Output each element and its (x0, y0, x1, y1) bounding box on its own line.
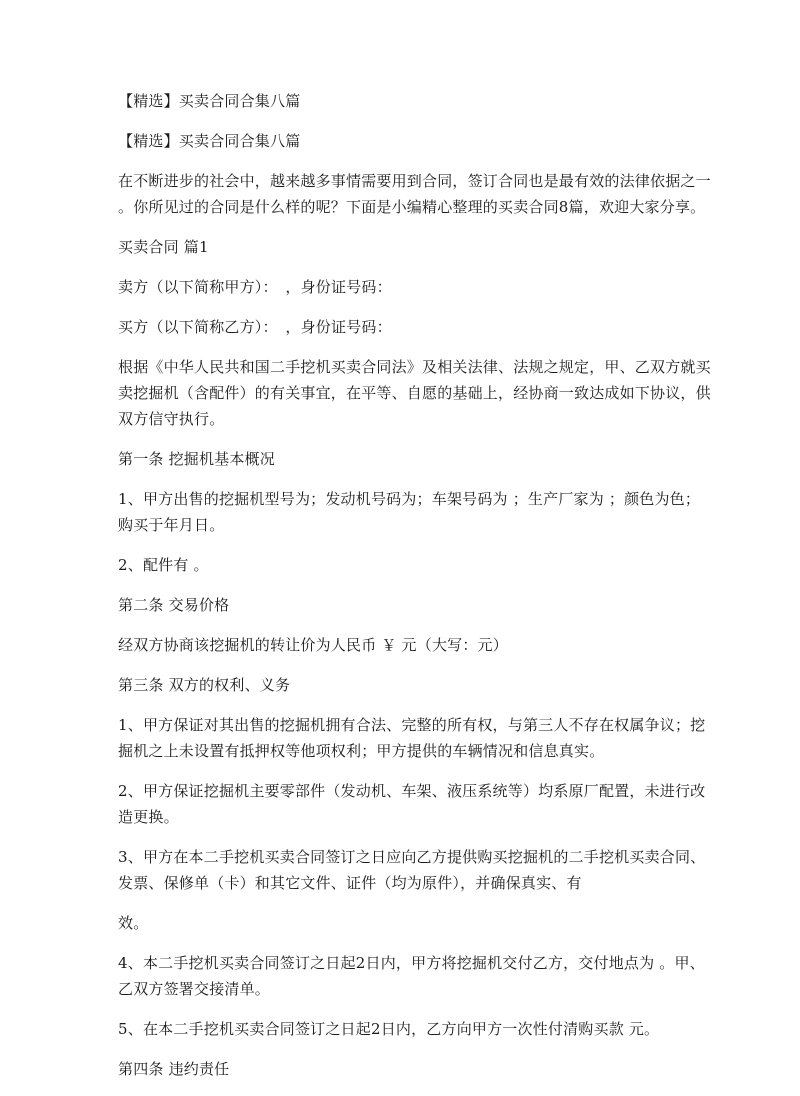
article-3-item-4-line-2: 乙双方签署交接清单。 (118, 980, 271, 998)
article-1-item-2 (118, 552, 684, 578)
article-3-title-text: 第三条 双方的权利、义务 (118, 676, 291, 694)
article-3-item-4-line-1: 4、本二手挖机买卖合同签订之日起2日内，甲方将挖掘机交付乙方，交付地点为 。甲、 (118, 954, 705, 972)
intro-line-1: 在不断进步的社会中，越来越多事情需要用到合同，签订合同也是最有效的法律依据之一 (118, 172, 711, 190)
article-4-title (118, 1056, 684, 1082)
intro-line-2: 。你所见过的合同是什么样的呢？下面是小编精心整理的买卖合同8篇，欢迎大家分享。 (118, 198, 706, 216)
article-1-item-1-line-2: 购买于年月日。 (118, 516, 225, 534)
preamble-line-1: 根据《中华人民共和国二手挖机买卖合同法》及相关法律、法规之规定，甲、乙双方就买 (118, 358, 711, 376)
article-3-item-3-line-2: 发票、保修单（卡）和其它文件、证件（均为原件），并确保真实、有 (118, 874, 582, 892)
document-subtitle (118, 128, 684, 154)
article-3-item-1 (118, 712, 706, 764)
article-2-title (118, 592, 684, 618)
article-3-item-3 (118, 844, 706, 896)
document-title (118, 88, 684, 114)
article-3-item-2-line-1: 2、甲方保证挖掘机主要零部件（发动机、车架、液压系统等）均系原厂配置，未进行改 (118, 782, 706, 800)
seller-text: 卖方（以下简称甲方）： ，身份证号码： (118, 278, 392, 296)
article-2-price-text: 经双方协商该挖掘机的转让价为人民币 ￥ 元（大写：元） (118, 636, 508, 654)
preamble-paragraph (118, 354, 711, 432)
seller-line (118, 274, 684, 300)
document-page (118, 88, 711, 1096)
article-3-title (118, 672, 684, 698)
article-3-item-3-cont-text: 效。 (118, 914, 149, 932)
title-line: 【精选】买卖合同合集八篇 (118, 92, 301, 110)
article-3-item-4 (118, 950, 705, 1002)
article-3-item-3-line-1: 3、甲方在本二手挖机买卖合同签订之日应向乙方提供购买挖掘机的二手挖机买卖合同、 (118, 848, 706, 866)
section-heading (118, 234, 684, 260)
section-heading-text: 买卖合同 篇1 (118, 238, 209, 256)
article-1-item-1 (118, 486, 701, 538)
article-3-item-3-continued (118, 910, 684, 936)
article-3-item-2 (118, 778, 706, 830)
preamble-line-2: 卖挖掘机（含配件）的有关事宜，在平等、自愿的基础上，经协商一致达成如下协议，供 (118, 384, 711, 402)
article-3-item-5 (118, 1016, 684, 1042)
article-1-item-2-text: 2、配件有 。 (118, 556, 209, 574)
buyer-text: 买方（以下简称乙方）： ，身份证号码： (118, 318, 392, 336)
subtitle-line: 【精选】买卖合同合集八篇 (118, 132, 301, 150)
article-1-title-text: 第一条 挖掘机基本概况 (118, 450, 275, 468)
intro-paragraph (118, 168, 711, 220)
preamble-line-3: 双方信守执行。 (118, 410, 225, 428)
article-3-item-5-text: 5、在本二手挖机买卖合同签订之日起2日内，乙方向甲方一次性付清购买款 元。 (118, 1020, 660, 1038)
article-4-title-text: 第四条 违约责任 (118, 1060, 230, 1078)
article-3-item-1-line-2: 掘机之上未设置有抵押权等他项权利；甲方提供的车辆情况和信息真实。 (118, 742, 605, 760)
article-1-title (118, 446, 684, 472)
buyer-line (118, 314, 684, 340)
article-3-item-2-line-2: 造更换。 (118, 808, 179, 826)
article-1-item-1-line-1: 1、甲方出售的挖掘机型号为；发动机号码为；车架号码为 ；生产厂家为 ；颜色为色； (118, 490, 701, 508)
article-3-item-1-line-1: 1、甲方保证对其出售的挖掘机拥有合法、完整的所有权，与第三人不存在权属争议；挖 (118, 716, 706, 734)
article-2-text (118, 632, 684, 658)
article-2-title-text: 第二条 交易价格 (118, 596, 230, 614)
